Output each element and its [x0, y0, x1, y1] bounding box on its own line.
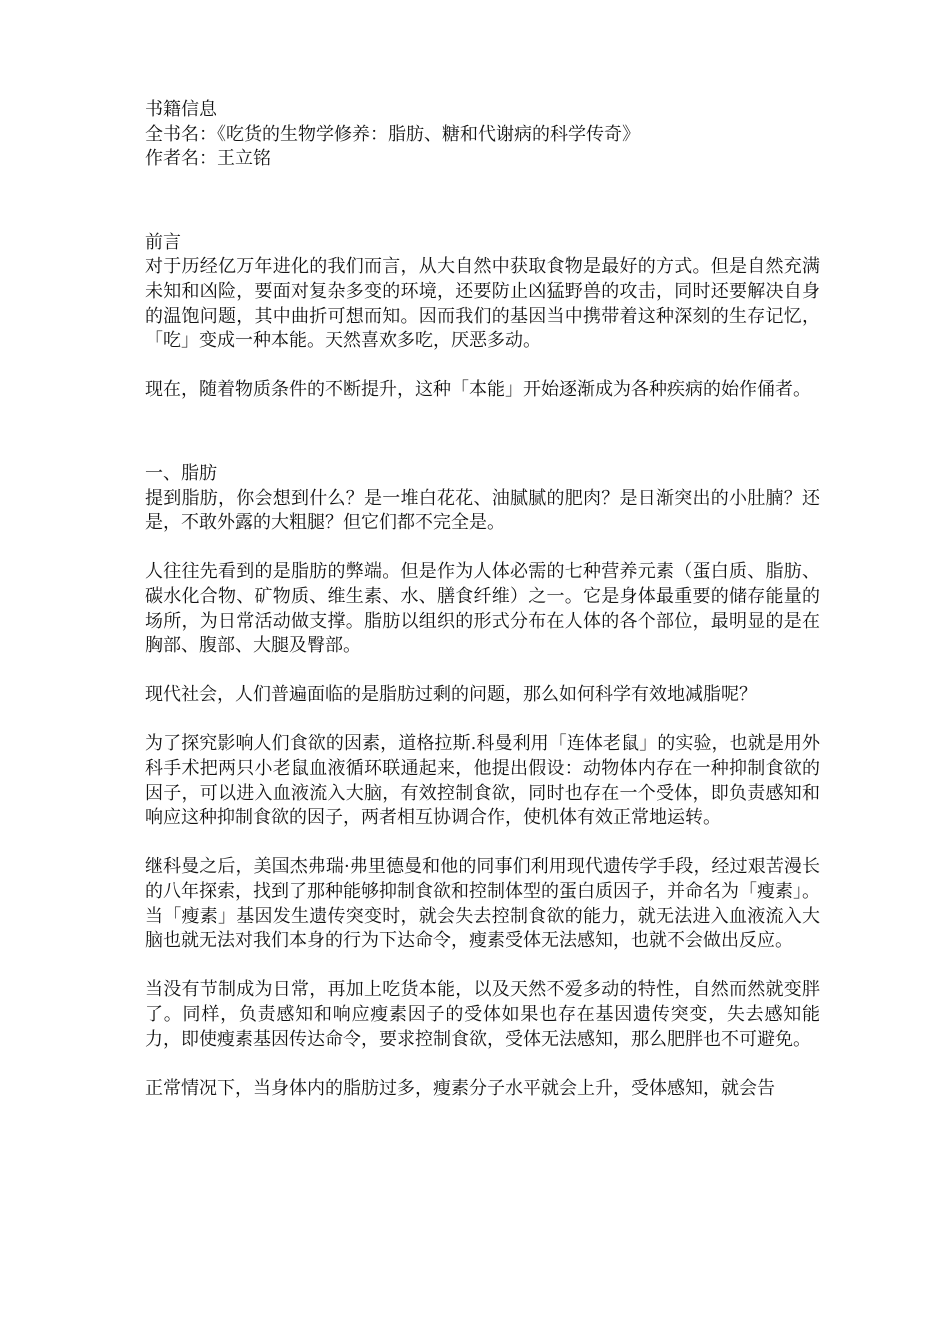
preface-paragraph: 现在，随着物质条件的不断提升，这种「本能」开始逐渐成为各种疾病的始作俑者。 — [145, 379, 811, 401]
chapter-paragraph: 提到脂肪，你会想到什么？是一堆白花花、油腻腻的肥肉？是日渐突出的小肚腩？还是，不敢外露的大粗腿？但它们都不完全是。 — [145, 487, 820, 534]
chapter-paragraph: 正常情况下，当身体内的脂肪过多，瘦素分子水平就会上升，受体感知，就会告 — [145, 1077, 775, 1099]
book-info — [145, 98, 820, 172]
chapter-paragraph: 为了探究影响人们食欲的因素，道格拉斯.科曼利用「连体老鼠」的实验，也就是用外科手术把两只小老鼠血液循环联通起来，他提出假设：动物体内存在一种抑制食欲的因子，可以进入血液流入大脑，有效控制食欲，同时也存在一个受体，即负责感知和响应这种抑制食欲的因子，两者相互协调合作，使机体有效正常地运转。 — [145, 733, 820, 829]
preface-paragraph: 对于历经亿万年进化的我们而言，从大自然中获取食物是最好的方式。但是自然充满未知和凶险，要面对复杂多变的环境，还要防止凶猛野兽的攻击，同时还要解决自身的温饱问题，其中曲折可想而知。因而我们的基因当中携带着这种深刻的生存记忆，「吃」变成一种本能。天然喜欢多吃，厌恶多动。 — [145, 256, 820, 352]
preface-section — [145, 231, 820, 403]
chapter-paragraph: 现代社会，人们普遍面临的是脂肪过剩的问题，那么如何科学有效地减脂呢？ — [145, 684, 757, 706]
chapter-paragraph: 人往往先看到的是脂肪的弊端。但是作为人体必需的七种营养元素（蛋白质、脂肪、碳水化合物、矿物质、维生素、水、膳食纤维）之一。它是身体最重要的储存能量的场所，为日常活动做支撑。脂肪以组织的形式分布在人体的各个部位，最明显的是在胸部、腹部、大腿及臀部。 — [145, 561, 820, 657]
document-page — [145, 98, 820, 1101]
author-line: 作者名：王立铭 — [145, 148, 271, 170]
preface-heading: 前言 — [145, 231, 181, 253]
chapter-heading: 一、脂肪 — [145, 462, 217, 484]
chapter-paragraph: 继科曼之后，美国杰弗瑞·弗里德曼和他的同事们利用现代遗传学手段，经过艰苦漫长的八年探索，找到了那种能够抑制食欲和控制体型的蛋白质因子，并命名为「瘦素」。当「瘦素」基因发生遗传突变时，就会失去控制食欲的能力，就无法进入血液流入大脑也就无法对我们本身的行为下达命令，瘦素受体无法感知，也就不会做出反应。 — [145, 856, 820, 952]
book-title-line: 全书名：《吃货的生物学修养：脂肪、糖和代谢病的科学传奇》 — [145, 123, 640, 145]
chapter-paragraph: 当没有节制成为日常，再加上吃货本能，以及天然不爱多动的特性，自然而然就变胖了。同样，负责感知和响应瘦素因子的受体如果也存在基因遗传突变，失去感知能力，即使瘦素基因传达命令，要求控制食欲，受体无法感知，那么肥胖也不可避免。 — [145, 979, 820, 1050]
book-info-heading: 书籍信息 — [145, 99, 217, 120]
chapter-section — [145, 462, 820, 1101]
